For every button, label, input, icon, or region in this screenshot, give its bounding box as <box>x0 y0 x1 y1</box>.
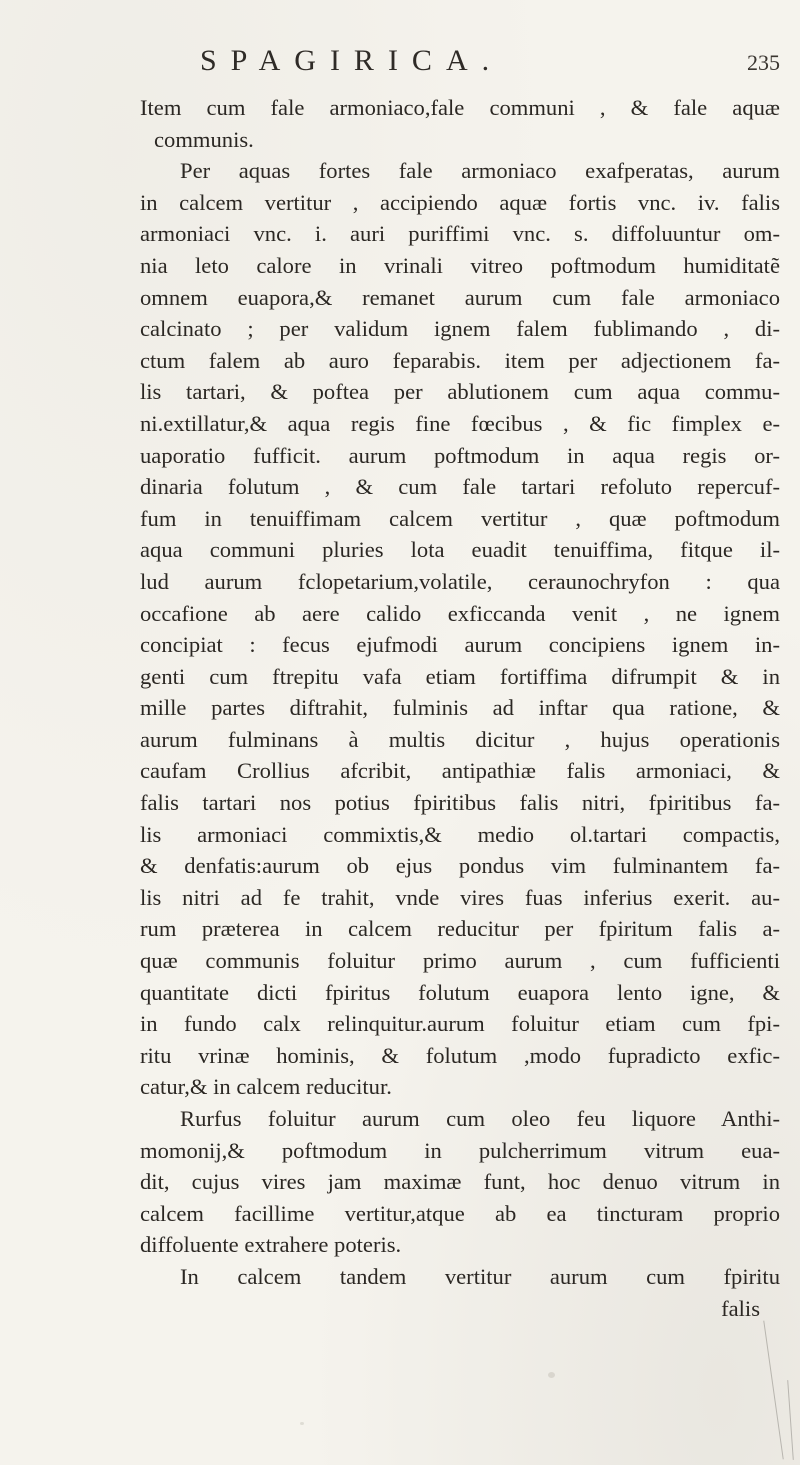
running-title: SPAGIRICA. <box>200 44 504 77</box>
text-line: armoniaci vnc. i. auri puriffimi vnc. s. diffoluuntur om- <box>140 221 780 247</box>
text-line: ritu vrinæ hominis, & folutum ,modo fupradicto exfic- <box>140 1042 780 1068</box>
text-line: in calcem vertitur , accipiendo aquæ fortis vnc. iv. falis <box>140 189 780 215</box>
text-line: ni.extillatur,& aqua regis fine fœcibus , & fic fimplex e- <box>140 410 780 436</box>
text-line: falis tartari nos potius fpiritibus falis nitri, fpiritibus fa- <box>140 790 780 816</box>
text-line: lis armoniaci commixtis,& medio ol.tartari compactis, <box>140 821 780 847</box>
text-line: Item cum fale armoniaco,fale communi , & fale aquæ <box>140 95 780 120</box>
text-line: uaporatio fufficit. aurum poftmodum in aqua regis or- <box>140 442 780 468</box>
text-line: dinaria folutum , & cum fale tartari refoluto repercuf- <box>140 474 780 500</box>
text-line: nia leto calore in vrinali vitreo poftmodum humiditatẽ <box>140 252 780 278</box>
text-line: genti cum ftrepitu vafa etiam fortiffima difrumpit & in <box>140 663 780 689</box>
text-line: mille partes diftrahit, fulminis ad inftar qua ratione, & <box>140 695 780 721</box>
text-line: diffoluente extrahere poteris. <box>140 1232 402 1258</box>
text-line: caufam Crollius afcribit, antipathiæ falis armoniaci, & <box>140 758 780 784</box>
page-header <box>200 44 780 86</box>
text-line: rum præterea in calcem reducitur per fpiritum falis a- <box>140 916 780 942</box>
text-line: communis. <box>154 126 254 152</box>
text-line: catur,& in calcem reducitur. <box>140 1074 392 1100</box>
text-line: In calcem tandem vertitur aurum cum fpiritu <box>180 1263 780 1289</box>
text-line: aqua communi pluries lota euadit tenuiffima, fitque il- <box>140 537 780 563</box>
text-line: omnem euapora,& remanet aurum cum fale armoniaco <box>140 284 780 310</box>
text-line: lis tartari, & poftea per ablutionem cum aqua commu- <box>140 379 780 405</box>
text-line: occafione ab aere calido exficcanda venit , ne ignem <box>140 600 780 626</box>
text-line: concipiat : fecus ejufmodi aurum concipiens ignem in- <box>140 632 780 658</box>
text-line: calcem facillime vertitur,atque ab ea tincturam proprio <box>140 1200 780 1226</box>
page-number: 235 <box>747 50 780 75</box>
text-line: Rurfus foluitur aurum cum oleo feu liquore Anthi- <box>180 1106 780 1131</box>
page-crease <box>763 1321 783 1460</box>
text-line: quæ communis foluitur primo aurum , cum fufficienti <box>140 948 780 974</box>
text-line: quantitate dicti fpiritus folutum euapora lento igne, & <box>140 979 780 1005</box>
catchword: falis <box>721 1295 760 1321</box>
text-line: ctum falem ab auro feparabis. item per adjectionem fa- <box>140 347 780 373</box>
text-line: aurum fulminans à multis dicitur , hujus operationis <box>140 726 780 752</box>
text-line: fum in tenuiffimam calcem vertitur , quæ poftmodum <box>140 505 780 531</box>
text-line: lis nitri ad fe trahit, vnde vires fuas inferius exerit. au- <box>140 884 780 910</box>
text-line: calcinato ; per validum ignem falem fublimando , di- <box>140 316 780 342</box>
body-text <box>140 92 780 1324</box>
text-line: lud aurum fclopetarium,volatile, ceraunochryfon : qua <box>140 568 780 594</box>
ink-smudge <box>300 1422 304 1425</box>
text-line: & denfatis:aurum ob ejus pondus vim fulminantem fa- <box>140 853 780 879</box>
text-line: Per aquas fortes fale armoniaco exafperatas, aurum <box>180 158 780 184</box>
text-line: dit, cujus vires jam maximæ funt, hoc denuo vitrum in <box>140 1169 780 1195</box>
page-crease <box>787 1380 794 1460</box>
text-line: in fundo calx relinquitur.aurum foluitur etiam cum fpi- <box>140 1011 780 1037</box>
ink-smudge <box>548 1372 555 1378</box>
text-line: momonij,& poftmodum in pulcherrimum vitrum eua- <box>140 1137 780 1163</box>
